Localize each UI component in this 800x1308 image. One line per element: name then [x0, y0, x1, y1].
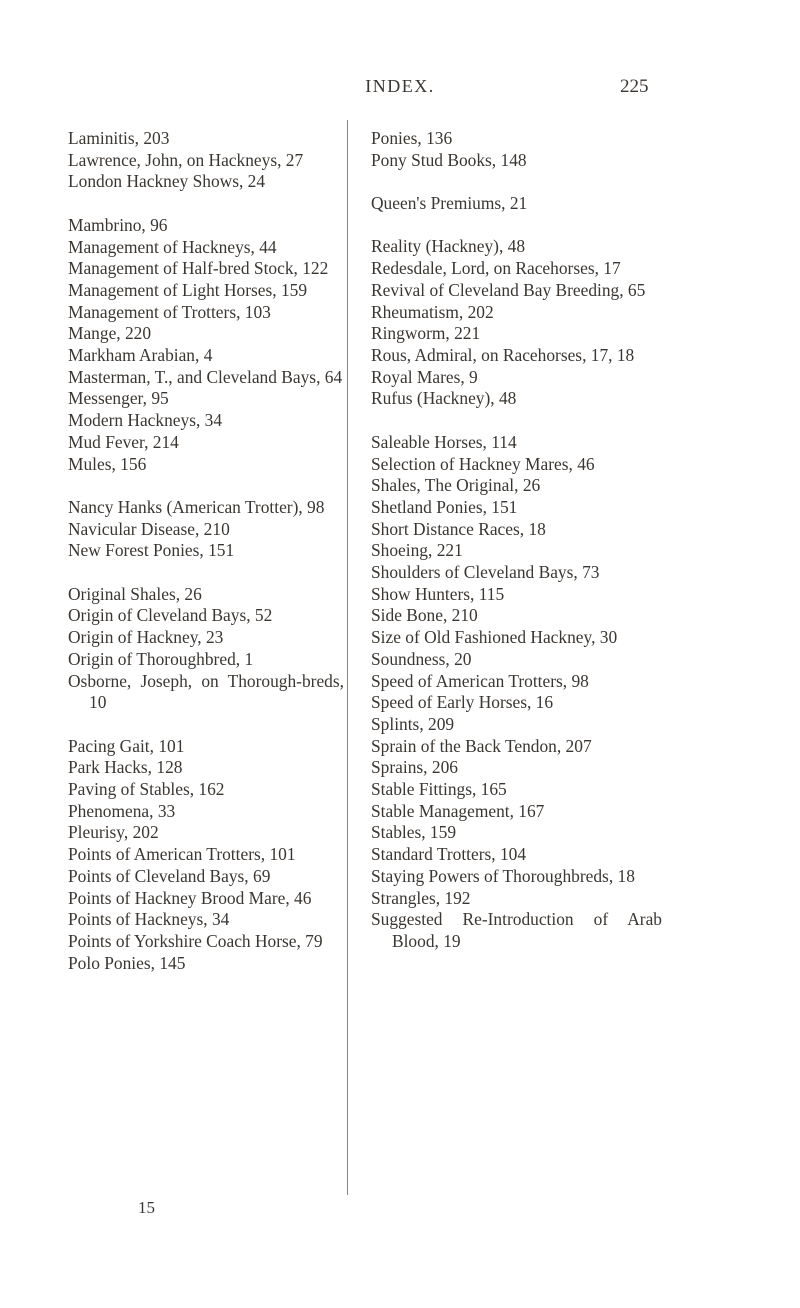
index-entry: Laminitis, 203	[68, 128, 170, 148]
index-entry: Saleable Horses, 114	[371, 431, 517, 452]
index-entry: Osborne, Joseph, on Thorough-breds, 10	[68, 670, 344, 713]
index-entry: Stable Management, 167	[371, 800, 545, 821]
index-entry: Shales, The Original, 26	[371, 475, 541, 496]
index-entry: Short Distance Races, 18	[371, 518, 546, 539]
index-entry: Selection of Hackney Mares, 46	[371, 453, 595, 474]
index-entry: Royal Mares, 9	[371, 366, 478, 387]
index-entry: Origin of Hackney, 23	[68, 627, 224, 648]
index-entry: Pleurisy, 202	[68, 822, 159, 843]
index-entry: New Forest Ponies, 151	[68, 540, 235, 561]
index-entry: London Hackney Shows, 24	[68, 171, 266, 192]
index-letter-group	[68, 497, 344, 562]
index-entry: Ponies, 136	[371, 128, 453, 148]
index-letter-group	[371, 193, 662, 215]
index-entry: Points of American Trotters, 101	[68, 844, 296, 865]
index-letter-group	[68, 215, 344, 475]
index-entry: Messenger, 95	[68, 388, 169, 409]
index-entry: Pony Stud Books, 148	[371, 149, 527, 170]
index-entry: Management of Hackneys, 44	[68, 236, 277, 257]
index-entry: Mules, 156	[68, 453, 147, 474]
index-entry: Masterman, T., and Cleveland Bays, 64	[68, 366, 343, 387]
index-entry: Redesdale, Lord, on Racehorses, 17	[371, 258, 621, 279]
index-letter-group	[371, 432, 662, 953]
index-entry: Markham Arabian, 4	[68, 345, 213, 366]
index-entry: Pacing Gait, 101	[68, 735, 185, 756]
column-divider	[347, 120, 348, 1195]
index-entry: Strangles, 192	[371, 887, 471, 908]
index-entry: Shetland Ponies, 151	[371, 496, 518, 517]
index-column-right	[371, 128, 662, 974]
index-entry: Polo Ponies, 145	[68, 952, 186, 973]
index-entry: Revival of Cleveland Bay Breeding, 65	[371, 279, 646, 300]
index-entry: Reality (Hackney), 48	[371, 236, 526, 257]
index-entry: Park Hacks, 128	[68, 757, 183, 778]
index-letter-group	[68, 584, 344, 714]
index-entry: Mud Fever, 214	[68, 431, 179, 452]
index-column-left	[68, 128, 344, 996]
index-entry: Mambrino, 96	[68, 214, 168, 235]
index-entry: Points of Yorkshire Coach Horse, 79	[68, 930, 323, 951]
index-entry: Sprain of the Back Tendon, 207	[371, 735, 592, 756]
index-entry: Original Shales, 26	[68, 583, 202, 604]
index-entry: Rous, Admiral, on Racehorses, 17, 18	[371, 345, 635, 365]
index-entry: Queen's Premiums, 21	[371, 193, 528, 214]
index-entry: Rheumatism, 202	[371, 301, 494, 322]
index-entry: Lawrence, John, on Hackneys, 27	[68, 149, 304, 170]
index-entry: Phenomena, 33	[68, 800, 176, 821]
index-entry: Stable Fittings, 165	[371, 779, 507, 800]
index-entry: Ringworm, 221	[371, 323, 481, 344]
index-entry: Nancy Hanks (American Trotter), 98	[68, 496, 325, 517]
signature-mark: 15	[138, 1198, 155, 1217]
index-entry: Speed of American Trotters, 98	[371, 670, 589, 691]
page-number: 225	[620, 76, 649, 97]
index-entry: Management of Half-bred Stock, 122	[68, 258, 329, 279]
index-entry: Sprains, 206	[371, 757, 458, 778]
index-entry: Suggested Re-Introduction of Arab Blood, 19	[371, 909, 662, 951]
index-entry: Mange, 220	[68, 323, 152, 344]
index-entry: Standard Trotters, 104	[371, 844, 527, 865]
index-entry: Stables, 159	[371, 822, 457, 843]
index-entry: Side Bone, 210	[371, 605, 478, 626]
index-entry: Points of Hackneys, 34	[68, 909, 230, 930]
index-entry: Management of Light Horses, 159	[68, 279, 308, 300]
index-entry: Paving of Stables, 162	[68, 779, 225, 800]
index-entry: Rufus (Hackney), 48	[371, 388, 517, 409]
index-entry: Splints, 209	[371, 713, 455, 734]
index-entry: Management of Trotters, 103	[68, 301, 271, 322]
index-entry: Modern Hackneys, 34	[68, 410, 223, 431]
index-entry: Staying Powers of Thoroughbreds, 18	[371, 865, 635, 886]
index-letter-group	[371, 236, 662, 410]
index-entry: Shoulders of Cleveland Bays, 73	[371, 562, 600, 583]
index-entry: Shoeing, 221	[371, 540, 463, 561]
index-letter-group	[68, 736, 344, 975]
index-entry: Show Hunters, 115	[371, 583, 505, 604]
index-entry: Points of Cleveland Bays, 69	[68, 865, 271, 886]
index-entry: Origin of Cleveland Bays, 52	[68, 605, 273, 626]
page-title: INDEX.	[365, 76, 435, 96]
index-entry: Points of Hackney Brood Mare, 46	[68, 887, 312, 908]
index-entry: Soundness, 20	[371, 648, 472, 669]
index-entry: Origin of Thoroughbred, 1	[68, 648, 254, 669]
index-entry: Speed of Early Horses, 16	[371, 692, 554, 713]
index-entry: Size of Old Fashioned Hackney, 30	[371, 627, 618, 648]
index-entry: Navicular Disease, 210	[68, 518, 230, 539]
index-letter-group	[68, 128, 344, 193]
index-letter-group	[371, 128, 662, 171]
